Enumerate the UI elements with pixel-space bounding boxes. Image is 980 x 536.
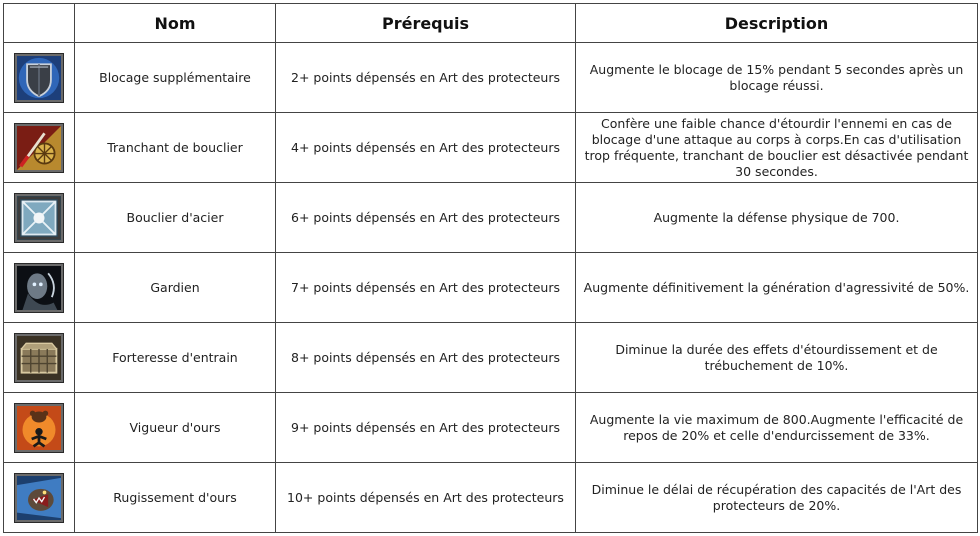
- skill-name: Forteresse d'entrain: [75, 323, 276, 393]
- header-description: Description: [576, 4, 978, 43]
- skill-prereq: 8+ points dépensés en Art des protecteurs: [276, 323, 576, 393]
- skill-prereq: 9+ points dépensés en Art des protecteurs: [276, 393, 576, 463]
- skill-name: Bouclier d'acier: [75, 183, 276, 253]
- skill-description: Augmente définitivement la génération d'agressivité de 50%.: [576, 253, 978, 323]
- table-row: [4, 113, 978, 183]
- skill-name: Vigueur d'ours: [75, 393, 276, 463]
- skills-table: [3, 3, 978, 533]
- skill-prereq: 10+ points dépensés en Art des protecteurs: [276, 463, 576, 533]
- skill-description: Confère une faible chance d'étourdir l'ennemi en cas de blocage d'une attaque au corps à corps.En cas d'utilisation trop fréquente, tranchant de bouclier est désactivée pendant 30 secondes.: [576, 113, 978, 183]
- header-prereq: Prérequis: [276, 4, 576, 43]
- shield-edge-icon: [15, 124, 63, 172]
- skill-description: Diminue la durée des effets d'étourdissement et de trébuchement de 10%.: [576, 323, 978, 393]
- skill-description: Augmente la défense physique de 700.: [576, 183, 978, 253]
- table-row: [4, 463, 978, 533]
- table-row: [4, 393, 978, 463]
- bear-vigor-icon: [15, 404, 63, 452]
- skill-prereq: 4+ points dépensés en Art des protecteurs: [276, 113, 576, 183]
- fortress-icon: [15, 334, 63, 382]
- skill-name: Gardien: [75, 253, 276, 323]
- header-icon: [4, 4, 75, 43]
- skill-prereq: 6+ points dépensés en Art des protecteurs: [276, 183, 576, 253]
- header-row: [4, 4, 978, 43]
- skill-prereq: 2+ points dépensés en Art des protecteurs: [276, 43, 576, 113]
- table-row: [4, 323, 978, 393]
- table-row: [4, 183, 978, 253]
- skill-prereq: 7+ points dépensés en Art des protecteurs: [276, 253, 576, 323]
- skill-description: Augmente le blocage de 15% pendant 5 secondes après un blocage réussi.: [576, 43, 978, 113]
- shield-block-icon: [15, 54, 63, 102]
- steel-shield-icon: [15, 194, 63, 242]
- table-row: [4, 253, 978, 323]
- skill-description: Diminue le délai de récupération des capacités de l'Art des protecteurs de 20%.: [576, 463, 978, 533]
- header-name: Nom: [75, 4, 276, 43]
- skill-name: Blocage supplémentaire: [75, 43, 276, 113]
- skill-description: Augmente la vie maximum de 800.Augmente l'efficacité de repos de 20% et celle d'endurcissement de 33%.: [576, 393, 978, 463]
- skill-name: Tranchant de bouclier: [75, 113, 276, 183]
- table-row: [4, 43, 978, 113]
- guardian-icon: [15, 264, 63, 312]
- bear-roar-icon: [15, 474, 63, 522]
- skill-name: Rugissement d'ours: [75, 463, 276, 533]
